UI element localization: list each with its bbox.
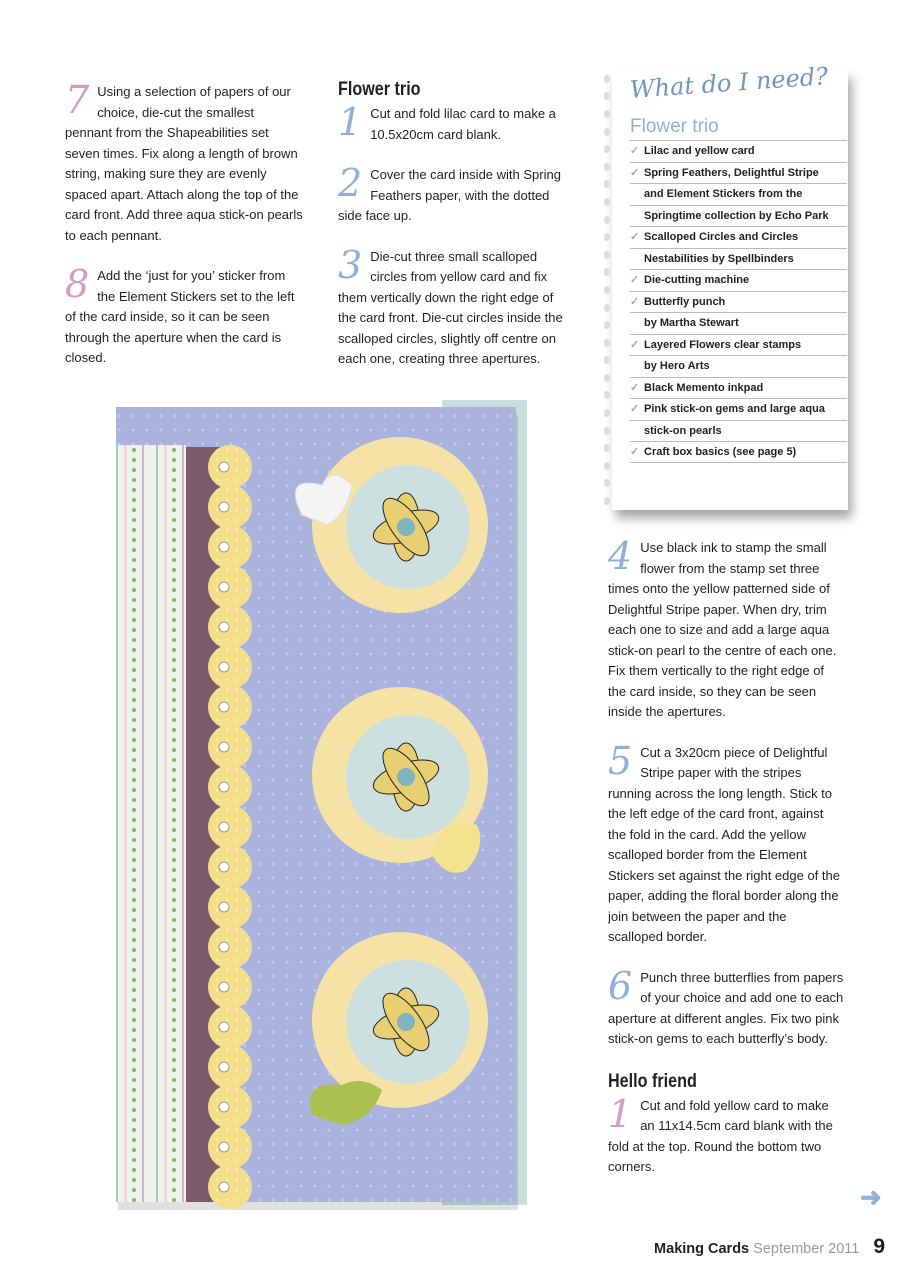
left-column bbox=[65, 82, 303, 389]
step-5 bbox=[608, 743, 844, 948]
step-number: 8 bbox=[65, 266, 90, 306]
materials-list-text: Pink stick-on gems and large aqua bbox=[644, 403, 825, 415]
materials-list-text: Scalloped Circles and Circles bbox=[644, 231, 799, 243]
striped-paper bbox=[116, 445, 186, 1202]
materials-list-item bbox=[630, 205, 847, 227]
materials-list-item bbox=[630, 183, 847, 205]
checkmark-icon: ✓ bbox=[630, 166, 640, 179]
materials-list-text: Butterfly punch bbox=[644, 295, 726, 308]
checkmark-icon: ✓ bbox=[630, 381, 640, 394]
materials-list-item bbox=[630, 140, 847, 162]
step-7 bbox=[65, 82, 303, 246]
page-number: 9 bbox=[873, 1235, 885, 1258]
checkmark-icon: ✓ bbox=[630, 403, 640, 415]
notepad-subtitle: Flower trio bbox=[630, 116, 719, 137]
step-6 bbox=[608, 968, 844, 1050]
step-text: Using a selection of papers of our choice, die-cut the smallest pennant from the Shapeabilities set seven times. Fix along a length of brown string, making sure they are evenly spaced apart. Attach along the top of the card front. Add three aqua stick-on pearls to each pennant. bbox=[65, 84, 303, 243]
scalloped-border bbox=[208, 445, 252, 1209]
step-number: 7 bbox=[65, 82, 90, 122]
notepad-title: What do I need? bbox=[629, 62, 829, 104]
step-number: 5 bbox=[608, 742, 633, 783]
checkmark-icon: ✓ bbox=[630, 295, 640, 308]
materials-list-item bbox=[630, 398, 847, 420]
issue-date: September 2011 bbox=[753, 1241, 860, 1257]
checkmark-icon: ✓ bbox=[630, 231, 640, 243]
materials-list-text: Spring Feathers, Delightful Stripe bbox=[644, 166, 819, 179]
materials-list-item bbox=[630, 248, 847, 270]
materials-list bbox=[630, 140, 847, 463]
right-column bbox=[608, 538, 844, 1198]
materials-list-text: by Hero Arts bbox=[644, 360, 710, 372]
step-text: Cut and fold yellow card to make an 11x14.5cm card blank with the fold at the top. Round the bottom two corners. bbox=[608, 1097, 833, 1174]
materials-list-text: Die-cutting machine bbox=[644, 274, 750, 286]
materials-list-item bbox=[630, 377, 847, 399]
materials-list-text: by Martha Stewart bbox=[644, 317, 739, 329]
step-4 bbox=[608, 538, 844, 723]
materials-list-text: and Element Stickers from the bbox=[644, 188, 803, 200]
materials-list-text: stick-on pearls bbox=[644, 424, 722, 437]
page-footer bbox=[654, 1236, 885, 1260]
step-text: Cut and fold lilac card to make a 10.5x20cm card blank. bbox=[370, 106, 556, 142]
checkmark-icon: ✓ bbox=[630, 145, 640, 157]
step-number: 4 bbox=[608, 538, 633, 578]
next-page-arrow-icon[interactable]: ➜ bbox=[860, 1182, 882, 1212]
step-text: Cut a 3x20cm piece of Delightful Stripe paper with the stripes running across the long length. Stick to the left edge of the card front, against the fold in the card. Add the yellow scalloped border from the Element Stickers set against the right edge of the paper, adding the floral border along the join between the paper and the scalloped border. bbox=[608, 744, 840, 944]
step-number: 3 bbox=[338, 246, 363, 287]
step-8 bbox=[65, 266, 303, 369]
hello-step-1 bbox=[608, 1096, 844, 1178]
step-text: Use black ink to stamp the small flower from the stamp set three times onto the yellow patterned side of Delightful Stripe paper. When dry, trim each one to size and add a large aqua stick-on pearl to the centre of each one. Fix them vertically to the right edge of the card inside, so they can be seen inside the apertures. bbox=[608, 540, 837, 719]
checkmark-icon: ✓ bbox=[630, 338, 640, 351]
materials-list-item bbox=[630, 420, 847, 442]
step-number: 1 bbox=[608, 1095, 633, 1136]
flower-step-2 bbox=[338, 165, 570, 227]
step-number: 1 bbox=[338, 104, 363, 144]
spiral-holes bbox=[604, 70, 612, 510]
checkmark-icon: ✓ bbox=[630, 274, 640, 286]
step-number: 6 bbox=[608, 967, 633, 1008]
materials-list-item bbox=[630, 226, 847, 248]
materials-list-item bbox=[630, 312, 847, 334]
step-text: Punch three butterflies from papers of your choice and add one to each aperture at different angles. Fix two pink stick-on gems to each butterfly’s body. bbox=[608, 969, 844, 1046]
materials-list-text: Springtime collection by Echo Park bbox=[644, 209, 829, 222]
materials-list-text: Craft box basics (see page 5) bbox=[644, 446, 797, 458]
flower-step-1 bbox=[338, 104, 570, 145]
step-text: Add the ‘just for you’ sticker from the Element Stickers set to the left of the card inside, so it can be seen through the aperture when the card is closed. bbox=[65, 268, 295, 365]
card-photo bbox=[112, 395, 537, 1220]
step-text: Die-cut three small scalloped circles from yellow card and fix them vertically down the right edge of the card front. Die-cut circles inside the scalloped circles, slightly off centre on each one, creating three apertures. bbox=[338, 248, 563, 366]
step-number: 2 bbox=[338, 165, 363, 205]
magazine-name: Making Cards bbox=[654, 1241, 750, 1257]
materials-list-text: Lilac and yellow card bbox=[644, 145, 755, 157]
middle-column bbox=[338, 78, 570, 390]
materials-list-text: Layered Flowers clear stamps bbox=[644, 338, 802, 351]
checkmark-icon: ✓ bbox=[630, 446, 640, 458]
what-do-i-need-notepad bbox=[612, 62, 848, 510]
materials-list-text: Black Memento inkpad bbox=[644, 381, 764, 394]
materials-list-item bbox=[630, 355, 847, 377]
flower-step-3 bbox=[338, 247, 570, 370]
materials-list-item bbox=[630, 291, 847, 313]
step-text: Cover the card inside with Spring Feathers paper, with the dotted side face up. bbox=[338, 167, 561, 223]
materials-list-text: Nestabilities by Spellbinders bbox=[644, 252, 794, 265]
materials-list-item bbox=[630, 269, 847, 291]
section-heading-flower-trio: Flower trio bbox=[338, 79, 421, 100]
materials-list-item bbox=[630, 441, 847, 463]
materials-list-item bbox=[630, 162, 847, 184]
section-heading-hello-friend: Hello friend bbox=[608, 1070, 697, 1092]
materials-list-item bbox=[630, 334, 847, 356]
